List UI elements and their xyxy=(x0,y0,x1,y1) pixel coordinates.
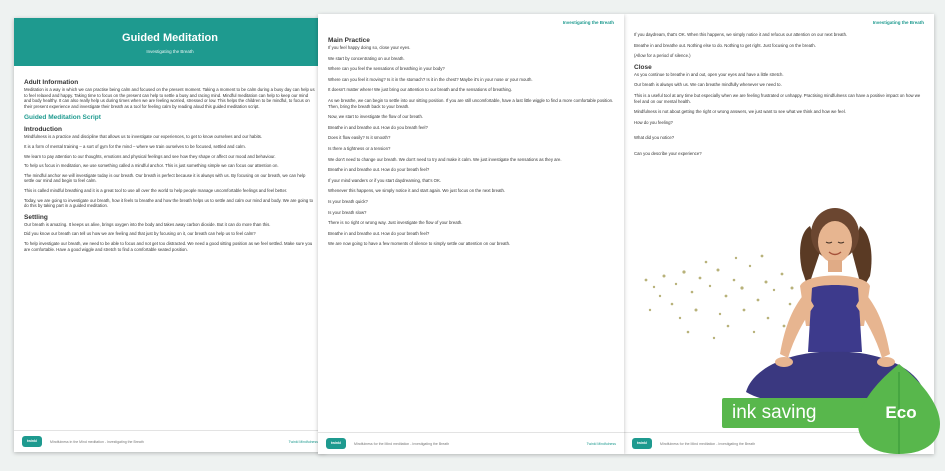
top xyxy=(808,285,862,352)
footer-text: Mindfulness in the Mind meditation - Investigating the Breath xyxy=(50,439,144,444)
section-heading-close: Close xyxy=(634,63,652,71)
paragraph: Did you know our breath can tell us how we are feeling and that just by focusing on it, our breath can help us to feel calm? xyxy=(24,231,256,237)
paragraph: We start by concentrating on our breath. xyxy=(328,55,405,61)
paragraph: If you feel happy doing so, close your eyes. xyxy=(328,45,411,50)
section-heading-main-practice: Main Practice xyxy=(328,37,370,44)
adult-information-text: Meditation is a way in which we can practise being calm and focused on the present moment. Taking a moment to be calm during a busy day can help us to feel relaxed and happy. Taking time to focus on the present can help to settle a busy and racing mind. Mindful meditation can help to keep our mind and body healthy. It can also really help us during times when we are feeling worried, stressed or low. This helps the children to be mindful, to focus on their present experience and investigate their breath as a tool for feeling calm by reading aloud this guided meditation script. xyxy=(24,87,315,109)
paragraph: What did you notice? xyxy=(634,135,675,141)
paragraph: Is your breath quick? xyxy=(328,198,368,204)
footer-brand: Twinkl Mindfulness xyxy=(586,441,616,446)
paragraph: Mindfulness is a practice and discipline that allows us to investigate our experiences, to get to know ourselves and our habits. xyxy=(24,134,263,140)
footer-text: Mindfulness for the Mind meditation - Investigating the Breath xyxy=(354,441,450,446)
paragraph: Breathe in and breathe out. How do your breath feel? xyxy=(328,167,430,173)
page-footer xyxy=(318,432,624,454)
paragraph: To help investigate our breath, we need to be able to focus and not get too distracted. We need a good sitting position as we feel settled. Make sure you are comfortable. Have a good wiggle and stretch to find a comfortable seated position. xyxy=(24,240,313,252)
paragraph: Is your breath slow? xyxy=(328,209,367,215)
paragraph: Breathe in and breathe out. How do your breath feel? xyxy=(328,230,430,236)
ink-saving-label: ink saving xyxy=(722,398,870,428)
twinkl-logo: twinkl xyxy=(326,438,346,449)
paragraph: Where can you feel the sensations of breathing in your body? xyxy=(328,66,445,72)
paragraph: Does it flow easily? Is it smooth? xyxy=(328,135,391,141)
page-subtitle: Investigating the Breath xyxy=(146,49,194,54)
page-content xyxy=(328,32,614,252)
section-heading-introduction: Introduction xyxy=(24,126,62,134)
paragraph: Our breath is always with us. We can breathe mindfully whenever we need to. xyxy=(634,82,782,88)
paragraph: As you continue to breathe in and out, open your eyes and have a little stretch. xyxy=(634,71,784,77)
page-content xyxy=(24,74,316,256)
header-tag: Investigating the Breath xyxy=(562,20,614,25)
paragraph: Is there a tightness or a tension? xyxy=(328,145,391,151)
paragraph: Where can you feel it moving? Is it in the stomach? Is it in the chest? Maybe it's in your nose or your mouth. xyxy=(328,76,533,82)
paragraph: We are now going to have a few moments of silence to simply settle our attention on our breath. xyxy=(328,241,511,247)
paragraph: Mindfulness is not about getting the right or wrong answers, we just want to see what we think and how we feel. xyxy=(634,109,846,115)
eco-label: Eco xyxy=(885,403,917,422)
page-title: Guided Meditation xyxy=(122,32,218,44)
paragraph: If you daydream, that's OK. When this happens, we simply notice it and refocus our attention on our next breath. xyxy=(634,32,848,37)
page-footer xyxy=(14,430,326,452)
paragraph: We learn to pay attention to our thoughts, emotions and physical feelings and see how they shape or affect our mood and behaviour. xyxy=(24,153,276,159)
paragraph: Can you describe your experience? xyxy=(634,150,702,156)
paragraph: Whenever this happens, we simply notice it and start again. We just focus on the next breath. xyxy=(328,188,506,194)
worksheet-page-2 xyxy=(318,14,624,454)
paragraph: There is no right or wrong way. Just investigate the flow of your breath. xyxy=(328,220,463,226)
page-content xyxy=(634,32,924,162)
paragraph: If your mind wanders or if you start daydreaming, that's OK. xyxy=(328,177,442,183)
section-heading-settling: Settling xyxy=(24,213,48,221)
footer-brand: Twinkl Mindfulness xyxy=(288,439,318,444)
ink-saving-eco-badge xyxy=(722,384,936,438)
page-banner xyxy=(14,18,326,66)
section-heading-script: Guided Meditation Script xyxy=(24,114,101,122)
worksheet-page-1 xyxy=(14,18,326,452)
paragraph: Our breath is amazing. It keeps us alive, brings oxygen into the body and takes away carbon dioxide. But it can do more than this. xyxy=(24,221,271,227)
paragraph: It doesn't matter where! We just bring our attention to our breath and the sensations of breathing. xyxy=(328,87,512,93)
paragraph: To help us focus in meditation, we use something called a mindful anchor. This is just something simple we can focus our attention on. xyxy=(24,163,279,169)
paragraph: Today, we are going to investigate our breath, how it feels to breathe and how the breath helps us to settle and calm our mind and body. We are going to do this by taking part in a guided meditation. xyxy=(24,197,314,209)
paragraph: Breathe in and breathe out. How do you breath feel? xyxy=(328,124,428,130)
footer-text: Mindfulness for the Mind meditation - Investigating the Breath xyxy=(660,441,756,446)
twinkl-logo: twinkl xyxy=(632,438,652,449)
paragraph: Now, we start to investigate the flow of our breath. xyxy=(328,114,424,120)
section-heading-adult: Adult Information xyxy=(24,79,79,86)
paragraph: This is called mindful breathing and it is a great tool to use all over the world to help people manage uncomfortable feelings and feel better. xyxy=(24,187,288,193)
paragraph: It is a form of mental training – a sort of gym for the mind – where we train ourselves to be focused, settled and calm. xyxy=(24,143,246,149)
breath-particles xyxy=(645,255,802,340)
paragraph: We don't need to change our breath. We don't need to try and make it calm. We just investigate the sensations as they are. xyxy=(328,156,562,162)
paragraph: (Allow for a period of silence.) xyxy=(634,53,691,59)
paragraph: Breathe in and breathe out. Nothing else to do. Nothing to get right. Just focusing on the breath. xyxy=(634,42,816,48)
paragraph: As we breathe, we can begin to settle into our sitting position. If you are still uncomfortable, have a last little wiggle to find a more comfortable position. Then, bring the breath back to your breath. xyxy=(328,97,614,109)
header-tag: Investigating the Breath xyxy=(872,20,924,25)
paragraph: How do you feeling? xyxy=(634,119,673,125)
twinkl-logo: twinkl xyxy=(22,436,42,447)
paragraph: This is a useful tool at any time but especially when we are feeling frustrated or unhappy. Practising mindfulness can have a positive impact on how we feel and on our mental health. xyxy=(634,92,921,104)
paragraph: The mindful anchor we will investigate today is our breath. Our breath is perfect because it is always with us. By focusing on our breath, we can help settle our mind and begin to feel calm. xyxy=(24,172,306,184)
